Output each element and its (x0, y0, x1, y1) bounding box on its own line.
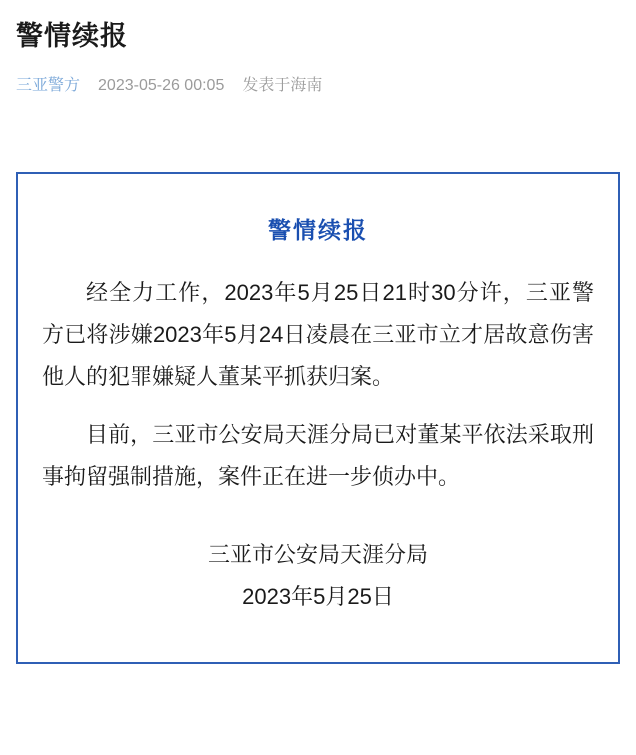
article-page (0, 16, 636, 755)
notice-signature: 三亚市公安局天涯分局 (207, 542, 428, 567)
notice-paragraph: 经全力工作，2023年5月25日21时30分许，三亚警方已将涉嫌2023年5月24日凌晨在三亚市立才居故意伤害他人的犯罪嫌疑人董某平抓获归案。 (42, 280, 594, 389)
notice-signature-date: 2023年5月25日 (242, 584, 394, 609)
meta-source[interactable]: 三亚警方 (16, 77, 81, 94)
page-title: 警情续报 (16, 21, 128, 51)
meta-location: 发表于海南 (242, 77, 323, 94)
article-meta (16, 74, 620, 98)
notice-box (16, 172, 620, 664)
notice-title: 警情续报 (268, 217, 368, 243)
notice-paragraph: 目前，三亚市公安局天涯分局已对董某平依法采取刑事拘留强制措施，案件正在进一步侦办中。 (42, 422, 594, 489)
meta-date: 2023-05-26 00:05 (98, 77, 225, 94)
